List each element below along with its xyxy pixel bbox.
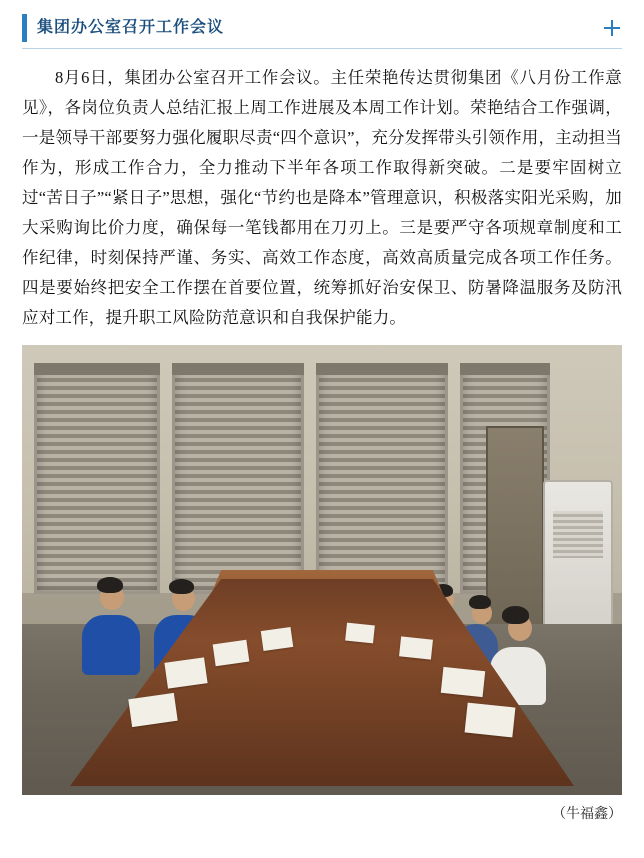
page-root [0, 14, 644, 858]
photo-paper [164, 657, 207, 688]
header-title-bar [22, 14, 622, 49]
meeting-photo [22, 345, 622, 795]
photo-person-hair [469, 595, 491, 609]
photo-caption: （牛福鑫） [552, 807, 622, 822]
photo-person-hair [502, 606, 529, 624]
photo-paper [441, 667, 485, 697]
photo-paper [399, 636, 433, 659]
photo-window [172, 363, 304, 594]
photo-scene [22, 345, 622, 795]
photo-paper [213, 640, 250, 667]
article-paragraph: 8月6日，集团办公室召开工作会议。主任荣艳传达贯彻集团《八月份工作意见》，各岗位负责人总结汇报上周工作进展及本周工作计划。荣艳结合工作强调，一是领导干部要努力强化履职尽责“四个意识”，充分发挥带头引领作用，主动担当作为，形成工作合力，全力推动下半年各项工作取得新突破。二是要牢固树立过“苦日子”“紧日子”思想，强化“节约也是降本”管理意识，积极落实阳光采购，加大采购询比价力度，确保每一笔钱都用在刀刃上。三是要严守各项规章制度和工作纪律，时刻保持严谨、务实、高效工作态度，高效高质量完成各项工作任务。四是要始终把安全工作摆在首要位置，统筹抓好治安保卫、防暑降温服务及防汛应对工作，提升职工风险防范意识和自我保护能力。 [22, 68, 622, 327]
photo-door [486, 426, 544, 628]
photo-person-hair [97, 577, 123, 593]
photo-paper [345, 623, 375, 644]
page-title: 集团办公室召开工作会议 [22, 14, 236, 42]
photo-paper [465, 703, 516, 738]
photo-person-hair [169, 579, 194, 594]
photo-person-body [82, 615, 140, 675]
photo-window [34, 363, 160, 594]
photo-window [316, 363, 448, 594]
article-body [22, 63, 622, 333]
plus-icon[interactable] [604, 20, 620, 36]
photo-paper [261, 627, 293, 651]
